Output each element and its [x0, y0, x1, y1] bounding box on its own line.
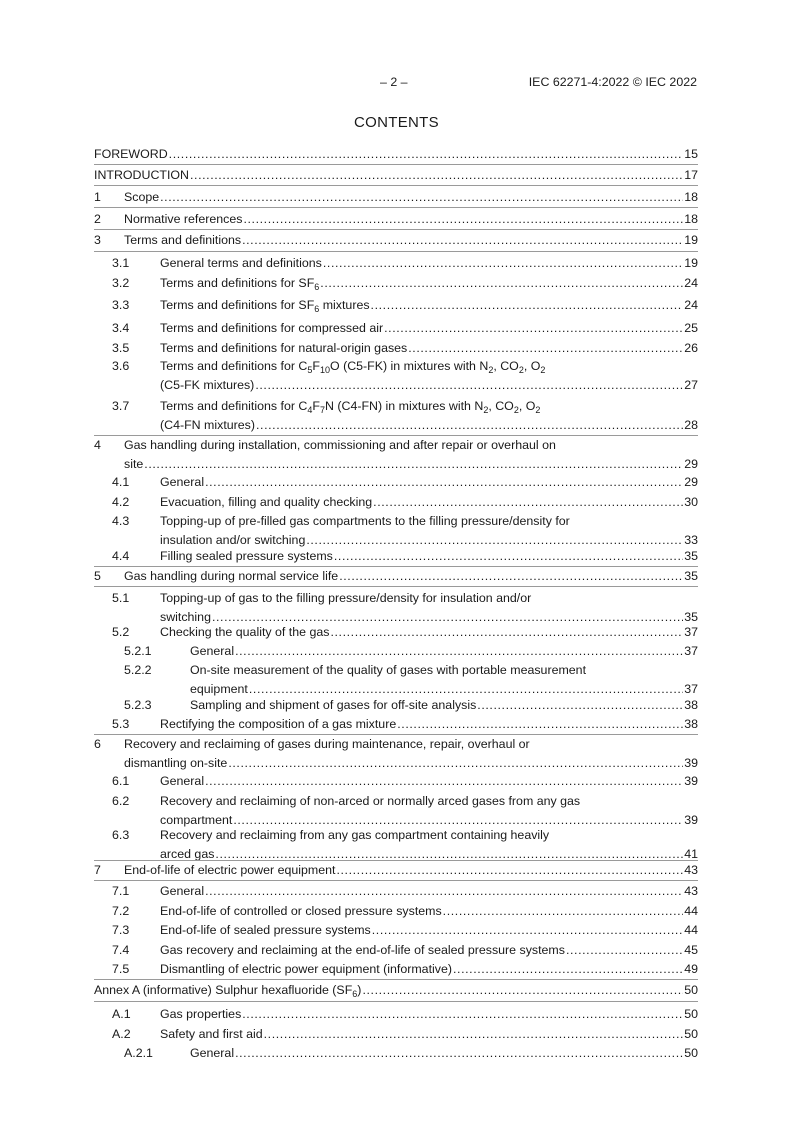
toc-page: 38 — [684, 698, 698, 712]
toc-page: 27 — [684, 378, 698, 392]
toc-text: Rectifying the composition of a gas mixture — [160, 717, 397, 731]
toc-text: End-of-life of electric power equipment — [124, 863, 336, 877]
toc-text: Scope — [124, 190, 160, 204]
toc-number: 3.5 — [112, 341, 130, 355]
toc-text: Terms and definitions for compressed air — [160, 321, 384, 335]
toc-page: 39 — [684, 813, 698, 827]
toc-number: 5.2 — [112, 625, 130, 639]
toc-page: 39 — [684, 774, 698, 788]
toc-number: A.2 — [112, 1027, 131, 1041]
toc-number: 7.3 — [112, 923, 130, 937]
toc-text: Gas handling during installation, commissioning and after repair or overhaul on — [124, 438, 556, 452]
toc-text: Topping-up of pre-filled gas compartments to the filling pressure/density for — [160, 514, 570, 528]
toc-entry-7[interactable] — [94, 860, 698, 880]
page-title: CONTENTS — [354, 114, 439, 131]
toc-number: 5 — [94, 569, 101, 583]
toc-text: General — [160, 884, 205, 898]
toc-page: 19 — [684, 256, 698, 270]
toc-text: General — [190, 1046, 235, 1060]
toc-number: 4 — [94, 438, 101, 452]
toc-text: End-of-life of sealed pressure systems — [160, 923, 371, 937]
toc-text: On-site measurement of the quality of gases with portable measurement — [190, 663, 587, 677]
toc-text: Terms and definitions for $C_5F_{10}O$ (C5-FK) in mixtures with $N_2$, $CO_2$, $O_2$ — [160, 359, 546, 375]
toc-entry-4[interactable] — [94, 437, 698, 474]
toc-number: 4.1 — [112, 475, 130, 489]
toc-text: Gas handling during normal service life — [124, 569, 339, 583]
toc-page: 43 — [684, 884, 698, 898]
toc-text: Gas properties — [160, 1007, 242, 1021]
toc-entry-5[interactable] — [94, 566, 698, 586]
divider — [94, 586, 698, 587]
toc-entry-6[interactable] — [94, 736, 698, 773]
toc-text-continued: equipment — [190, 682, 248, 696]
divider — [94, 1001, 698, 1002]
toc-text: General terms and definitions — [160, 256, 322, 270]
toc-entry-3-7[interactable] — [94, 398, 698, 435]
toc-number: A.2.1 — [124, 1046, 153, 1060]
toc-number: 7.1 — [112, 884, 130, 898]
toc-page: 37 — [684, 625, 698, 639]
divider — [94, 435, 698, 436]
toc-entry-2[interactable] — [94, 209, 698, 229]
toc-page: 50 — [684, 1007, 698, 1021]
toc-page: 15 — [684, 147, 698, 161]
toc-entry-3-2[interactable] — [94, 273, 698, 293]
toc-page: 50 — [684, 1046, 698, 1060]
toc-number: 3.4 — [112, 321, 130, 335]
toc-page: 30 — [684, 495, 698, 509]
toc-page: 33 — [684, 533, 698, 547]
toc-page: 43 — [684, 863, 698, 877]
toc-page: 35 — [684, 569, 698, 583]
toc-number: 6.3 — [112, 828, 130, 842]
toc-text: INTRODUCTION — [94, 168, 189, 182]
toc-page: 29 — [684, 475, 698, 489]
toc-text-continued: dismantling on-site — [124, 756, 228, 770]
toc-text: General — [160, 774, 205, 788]
toc-entry-a-2-1[interactable] — [94, 1043, 698, 1063]
toc-number: 5.2.2 — [124, 663, 152, 677]
toc-number: 3.2 — [112, 276, 130, 290]
toc-number: 7.4 — [112, 943, 130, 957]
toc-page: 49 — [684, 962, 698, 976]
toc-page: 39 — [684, 756, 698, 770]
toc-entry-a-1[interactable] — [94, 1004, 698, 1024]
toc-entry-3-4[interactable] — [94, 318, 698, 338]
toc-page: 45 — [684, 943, 698, 957]
toc-text: Evacuation, filling and quality checking — [160, 495, 373, 509]
toc-page: 24 — [684, 298, 698, 312]
toc-entry-4-4[interactable] — [94, 546, 698, 566]
toc-entry-5-2[interactable] — [94, 622, 698, 642]
toc-text: Terms and definitions for $C_4F_7N$ (C4-FN) in mixtures with $N_2$, $CO_2$, $O_2$ — [160, 399, 541, 415]
toc-page: 38 — [684, 717, 698, 731]
toc-number: 3.6 — [112, 359, 130, 373]
toc-number: 7.5 — [112, 962, 130, 976]
toc-page: 41 — [684, 847, 698, 861]
toc-number: 5.1 — [112, 591, 130, 605]
toc-page: 50 — [684, 983, 698, 997]
toc-entry-7-1[interactable] — [94, 881, 698, 901]
toc-number: 3.3 — [112, 298, 130, 312]
toc-number: 5.2.3 — [124, 698, 152, 712]
toc-entry-3-1[interactable] — [94, 253, 698, 273]
toc-number: 5.2.1 — [124, 644, 152, 658]
toc-number: 3 — [94, 233, 101, 247]
toc-number: 4.2 — [112, 495, 130, 509]
toc-text: FOREWORD — [94, 147, 168, 161]
toc-entry-3-3[interactable] — [94, 295, 698, 315]
toc-text-continued: site — [124, 457, 144, 471]
toc-entry-7-4[interactable] — [94, 940, 698, 960]
toc-text: Normative references — [124, 212, 243, 226]
toc-entry-7-3[interactable] — [94, 920, 698, 940]
toc-number: 6.1 — [112, 774, 130, 788]
toc-entry-introduction[interactable] — [94, 165, 698, 185]
toc-text: Gas recovery and reclaiming at the end-of-life of sealed pressure systems — [160, 943, 565, 957]
toc-text: Topping-up of gas to the filling pressure/density for insulation and/or — [160, 591, 532, 605]
toc-page: 25 — [684, 321, 698, 335]
toc-entry-1[interactable] — [94, 187, 698, 207]
toc-page: 24 — [684, 276, 698, 290]
toc-page: 18 — [684, 212, 698, 226]
toc-entry-6-3[interactable] — [94, 827, 698, 864]
standard-reference: IEC 62271-4:2022 © IEC 2022 — [528, 75, 697, 89]
toc-text-continued: compartment — [160, 813, 233, 827]
toc-text: Filling sealed pressure systems — [160, 549, 333, 563]
page-header — [0, 75, 793, 93]
page-number: – 2 – — [380, 75, 408, 89]
toc-entry-6-2[interactable] — [94, 793, 698, 830]
toc-number: 1 — [94, 190, 101, 204]
toc-text: Dismantling of electric power equipment (informative) — [160, 962, 452, 976]
toc-text: General — [190, 644, 235, 658]
toc-page: 18 — [684, 190, 698, 204]
toc-text-continued: (C4-FN mixtures) — [160, 418, 255, 432]
toc-number: 4.4 — [112, 549, 130, 563]
toc-text: Terms and definitions for $SF_6$ mixtures — [160, 298, 370, 314]
toc-number: 6.2 — [112, 794, 130, 808]
toc-page: 17 — [684, 168, 698, 182]
toc-entry-6-1[interactable] — [94, 771, 698, 791]
divider — [94, 251, 698, 252]
toc-entry-a-2[interactable] — [94, 1024, 698, 1044]
toc-entry-7-5[interactable] — [94, 959, 698, 979]
toc-number: 2 — [94, 212, 101, 226]
toc-page: 28 — [684, 418, 698, 432]
toc-entry-4-3[interactable] — [94, 513, 698, 550]
toc-page: 35 — [684, 610, 698, 624]
toc-page: 44 — [684, 904, 698, 918]
toc-entry-5-2-2[interactable] — [94, 662, 698, 699]
toc-text: Recovery and reclaiming of non-arced or normally arced gases from any gas — [160, 794, 581, 808]
toc-entry-4-1[interactable] — [94, 472, 698, 492]
toc-page: 37 — [684, 644, 698, 658]
toc-page: 19 — [684, 233, 698, 247]
toc-entry-5-3[interactable] — [94, 714, 698, 734]
toc-text: Recovery and reclaiming from any gas compartment containing heavily — [160, 828, 550, 842]
toc-number: 7 — [94, 863, 101, 877]
toc-entry-3[interactable] — [94, 230, 698, 250]
toc-entry-5-2-3[interactable] — [94, 695, 698, 715]
toc-text: Terms and definitions for natural-origin gases — [160, 341, 408, 355]
divider — [94, 207, 698, 208]
toc-number: 5.3 — [112, 717, 130, 731]
toc-page: 50 — [684, 1027, 698, 1041]
toc-page: 29 — [684, 457, 698, 471]
toc-text: Safety and first aid — [160, 1027, 263, 1041]
toc-number: 3.7 — [112, 399, 130, 413]
divider — [94, 734, 698, 735]
divider — [94, 185, 698, 186]
toc-text: Terms and definitions for $SF_6$ — [160, 276, 320, 292]
toc-text: Recovery and reclaiming of gases during maintenance, repair, overhaul or — [124, 737, 530, 751]
toc-entry-3-5[interactable] — [94, 338, 698, 358]
toc-page: 37 — [684, 682, 698, 696]
toc-page: 35 — [684, 549, 698, 563]
toc-entry-3-6[interactable] — [94, 358, 698, 395]
toc-text: End-of-life of controlled or closed pressure systems — [160, 904, 442, 918]
toc-entry-5-2-1[interactable] — [94, 641, 698, 661]
toc-entry-4-2[interactable] — [94, 492, 698, 512]
toc-text-continued: (C5-FK mixtures) — [160, 378, 255, 392]
toc-text: General — [160, 475, 205, 489]
toc-number: A.1 — [112, 1007, 131, 1021]
toc-entry-foreword[interactable] — [94, 144, 698, 164]
toc-text-continued: insulation and/or switching — [160, 533, 306, 547]
toc-text-continued: arced gas — [160, 847, 215, 861]
toc-entry-annex-a[interactable] — [94, 980, 698, 1000]
toc-entry-7-2[interactable] — [94, 901, 698, 921]
toc-page: 44 — [684, 923, 698, 937]
toc-number: 3.1 — [112, 256, 130, 270]
toc-number: 6 — [94, 737, 101, 751]
toc-page: 26 — [684, 341, 698, 355]
toc-text: Annex A (informative) Sulphur hexafluoride $(SF_6)$ — [94, 983, 362, 999]
toc-text-continued: switching — [160, 610, 211, 624]
toc-number: 4.3 — [112, 514, 130, 528]
toc-number: 7.2 — [112, 904, 130, 918]
toc-text: Terms and definitions — [124, 233, 242, 247]
toc-text: Checking the quality of the gas — [160, 625, 330, 639]
toc-text: Sampling and shipment of gases for off-site analysis — [190, 698, 477, 712]
